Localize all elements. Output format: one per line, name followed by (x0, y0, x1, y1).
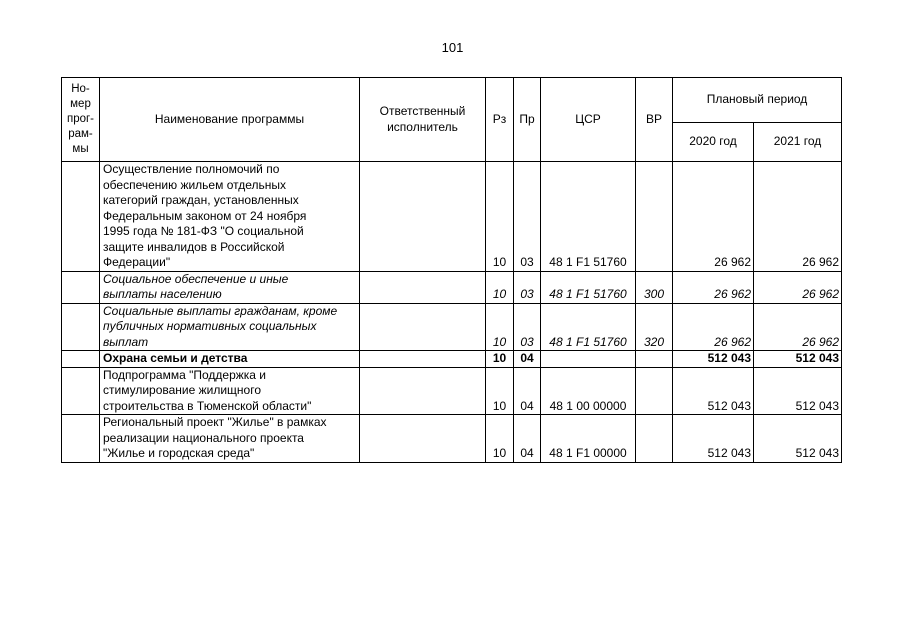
rz-cell: 10 (486, 162, 514, 272)
program-name-cell (100, 415, 360, 463)
table-row (62, 162, 842, 272)
amount-2021-cell: 26 962 (754, 303, 842, 351)
header-planned-period: Плановый период (673, 78, 842, 123)
table-row (62, 415, 842, 463)
program-name-line: 1995 года № 181-ФЗ "О социальной (103, 224, 304, 238)
header-program-number-line: прог- (66, 113, 95, 125)
amount-2021-cell: 512 043 (754, 415, 842, 463)
program-name-line: Осуществление полномочий по (103, 162, 280, 176)
table-row (62, 303, 842, 351)
program-name-line: выплат (103, 334, 149, 349)
header-row (62, 78, 842, 123)
vr-cell (636, 351, 673, 368)
executor-cell (360, 415, 486, 463)
program-name-line: "Жилье и городская среда" (103, 446, 255, 460)
amount-2020-cell: 26 962 (673, 271, 754, 303)
header-program-number-line: мы (72, 143, 89, 155)
pr-cell: 03 (514, 162, 541, 272)
header-vr: ВР (636, 78, 673, 162)
program-number-cell (62, 303, 100, 351)
header-program-number-line: Но- (71, 83, 90, 95)
header-pr: Пр (514, 78, 541, 162)
executor-cell (360, 162, 486, 272)
table-row (62, 271, 842, 303)
program-name-line: реализации национального проекта (103, 430, 304, 445)
pr-cell: 03 (514, 271, 541, 303)
amount-2020-cell: 512 043 (673, 367, 754, 415)
amount-2020-cell: 512 043 (673, 415, 754, 463)
header-program-number (62, 78, 100, 162)
executor-cell (360, 351, 486, 368)
program-name-line: Охрана семьи и детства (103, 351, 248, 365)
executor-cell (360, 303, 486, 351)
header-program-number-line: рам- (68, 128, 93, 140)
csr-cell: 48 1 F1 51760 (541, 303, 636, 351)
program-name-cell (100, 367, 360, 415)
program-number-cell (62, 415, 100, 463)
program-name-line: Федерации" (103, 255, 171, 269)
header-csr: ЦСР (541, 78, 636, 162)
rz-cell: 10 (486, 415, 514, 463)
program-name-line: Социальные выплаты гражданам, кроме (103, 303, 338, 318)
header-executor-line: Ответственный (379, 104, 466, 118)
program-name-cell (100, 162, 360, 272)
program-name-cell (100, 271, 360, 303)
csr-cell: 48 1 00 00000 (541, 367, 636, 415)
csr-cell: 48 1 F1 00000 (541, 415, 636, 463)
program-name-line: Социальное обеспечение и иные (103, 271, 289, 286)
program-name-line: Подпрограмма "Поддержка и (103, 367, 267, 382)
program-number-cell (62, 271, 100, 303)
program-name-line: строительства в Тюменской области" (103, 398, 312, 413)
program-name-cell (100, 303, 360, 351)
vr-cell: 300 (636, 271, 673, 303)
rz-cell: 10 (486, 367, 514, 415)
executor-cell (360, 367, 486, 415)
header-executor (360, 78, 486, 162)
header-program-name: Наименование программы (100, 78, 360, 162)
amount-2020-cell: 26 962 (673, 162, 754, 272)
csr-cell (541, 351, 636, 368)
budget-table (61, 77, 842, 463)
header-executor-line: исполнитель (387, 119, 458, 134)
amount-2021-cell: 26 962 (754, 271, 842, 303)
amount-2020-cell: 26 962 (673, 303, 754, 351)
program-number-cell (62, 162, 100, 272)
program-number-cell (62, 351, 100, 368)
table-row (62, 367, 842, 415)
program-name-line: обеспечению жильем отдельных (103, 177, 286, 192)
vr-cell (636, 162, 673, 272)
header-year-2021: 2021 год (754, 123, 842, 162)
pr-cell: 04 (514, 415, 541, 463)
program-name-line: Федеральным законом от 24 ноября (103, 208, 307, 223)
page-number: 101 (441, 40, 464, 55)
table-row (62, 351, 842, 368)
program-name-cell (100, 351, 360, 368)
vr-cell (636, 367, 673, 415)
rz-cell: 10 (486, 271, 514, 303)
vr-cell (636, 415, 673, 463)
amount-2021-cell: 512 043 (754, 367, 842, 415)
executor-cell (360, 271, 486, 303)
rz-cell: 10 (486, 303, 514, 351)
program-name-line: публичных нормативных социальных (103, 319, 317, 333)
header-rz: Рз (486, 78, 514, 162)
rz-cell: 10 (486, 351, 514, 368)
program-name-line: защите инвалидов в Российской (103, 239, 285, 254)
program-name-line: стимулирование жилищного (103, 383, 262, 397)
program-name-line: выплаты населению (103, 287, 222, 301)
amount-2020-cell: 512 043 (673, 351, 754, 368)
pr-cell: 03 (514, 303, 541, 351)
amount-2021-cell: 26 962 (754, 162, 842, 272)
pr-cell: 04 (514, 367, 541, 415)
program-name-line: категорий граждан, установленных (103, 193, 299, 207)
header-program-number-line: мер (70, 98, 91, 110)
program-name-line: Региональный проект "Жилье" в рамках (103, 415, 327, 429)
amount-2021-cell: 512 043 (754, 351, 842, 368)
pr-cell: 04 (514, 351, 541, 368)
vr-cell: 320 (636, 303, 673, 351)
csr-cell: 48 1 F1 51760 (541, 162, 636, 272)
header-year-2020: 2020 год (673, 123, 754, 162)
program-number-cell (62, 367, 100, 415)
csr-cell: 48 1 F1 51760 (541, 271, 636, 303)
